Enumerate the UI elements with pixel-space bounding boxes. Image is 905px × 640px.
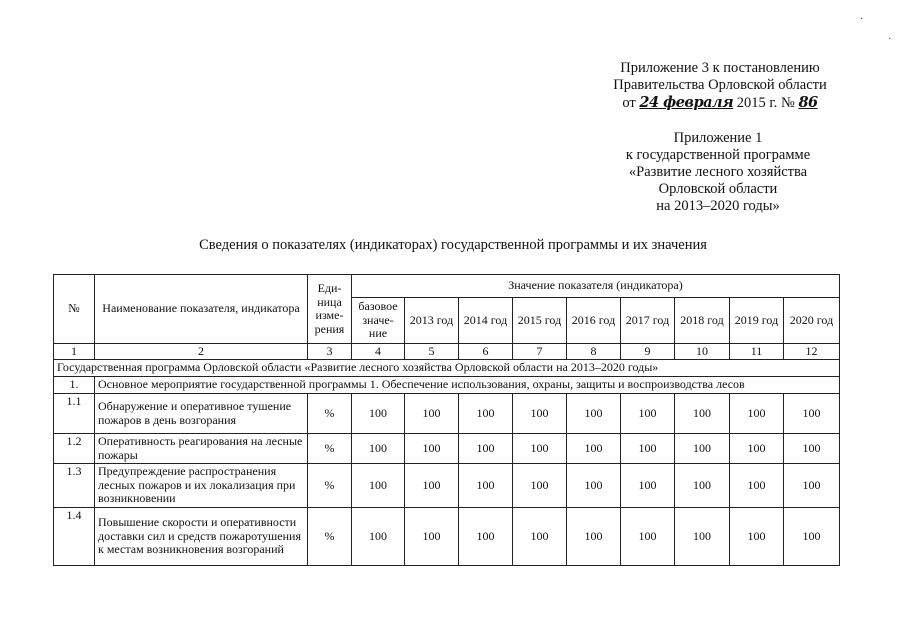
row-indicator-name: Обнаружение и оперативное тушение пожаров в день возгорания [95, 394, 308, 434]
header-year-2019: 2019 год [730, 298, 784, 344]
program-title-cell: Государственная программа Орловской области «Развитие лесного хозяйства Орловской области на 2013–2020 годы» [54, 360, 840, 377]
indicators-table [53, 274, 840, 566]
row-value-2014: 100 [459, 464, 513, 508]
row-value-base: 100 [352, 434, 405, 464]
header-base-value: базовое значе-ние [352, 298, 405, 344]
handwritten-date: 24 февраля [639, 94, 734, 111]
row-value-2019: 100 [730, 434, 784, 464]
row-number: 1.2 [54, 434, 95, 464]
attachment-3-date-line [600, 94, 840, 112]
row-unit: % [308, 464, 352, 508]
row-indicator-name: Оперативность реагирования на лесные пожары [95, 434, 308, 464]
column-number: 9 [621, 344, 675, 360]
attachment-1-line4: Орловской области [658, 181, 778, 197]
table-row [54, 394, 840, 434]
date-prefix: от [622, 95, 636, 111]
header-year-2015: 2015 год [513, 298, 567, 344]
header-year-2013: 2013 год [405, 298, 459, 344]
activity-number: 1. [54, 377, 95, 394]
column-number: 11 [730, 344, 784, 360]
column-number: 1 [54, 344, 95, 360]
column-number: 10 [675, 344, 730, 360]
activity-row [54, 377, 840, 394]
table-row [54, 434, 840, 464]
column-number: 5 [405, 344, 459, 360]
header-year-2014: 2014 год [459, 298, 513, 344]
program-row [54, 360, 840, 377]
row-value-2019: 100 [730, 508, 784, 566]
header-indicator-name: Наименование показателя, индикатора [95, 275, 308, 344]
row-unit: % [308, 508, 352, 566]
row-value-2018: 100 [675, 434, 730, 464]
attachment-3-title: Приложение 3 к постановлению [620, 60, 820, 76]
row-unit: % [308, 394, 352, 434]
row-value-2020: 100 [784, 464, 840, 508]
row-value-2017: 100 [621, 508, 675, 566]
row-number: 1.4 [54, 508, 95, 566]
column-number: 3 [308, 344, 352, 360]
row-indicator-name: Повышение скорости и оперативности доставки сил и средств пожаротушения к местам возникновения возгораний [95, 508, 308, 566]
row-value-2013: 100 [405, 508, 459, 566]
row-value-base: 100 [352, 394, 405, 434]
header-year-2017: 2017 год [621, 298, 675, 344]
row-value-2018: 100 [675, 508, 730, 566]
row-value-2020: 100 [784, 394, 840, 434]
handwritten-number: 86 [798, 94, 818, 111]
header-year-2016: 2016 год [567, 298, 621, 344]
column-number: 7 [513, 344, 567, 360]
column-number: 2 [95, 344, 308, 360]
attachment-1-line5: на 2013–2020 годы» [656, 198, 780, 214]
attachment-3-block [600, 60, 840, 112]
row-value-2017: 100 [621, 464, 675, 508]
scan-speck: · [888, 34, 892, 45]
row-value-2014: 100 [459, 508, 513, 566]
table-row [54, 508, 840, 566]
attachment-3-issuer: Правительства Орловской области [613, 77, 827, 93]
row-value-2014: 100 [459, 394, 513, 434]
row-indicator-name: Предупреждение распространения лесных пожаров и их локализация при возникновении [95, 464, 308, 508]
number-prefix: № [780, 95, 795, 111]
date-year: 2015 г. [736, 95, 778, 111]
row-value-2018: 100 [675, 394, 730, 434]
header-unit: Еди-ница изме-рения [308, 275, 352, 344]
header-number: № [54, 275, 95, 344]
column-number: 12 [784, 344, 840, 360]
header-row-1 [54, 275, 840, 298]
activity-title-cell: Основное мероприятие государственной программы 1. Обеспечение использования, охраны, защиты и воспроизводства лесов [95, 377, 840, 394]
column-number: 8 [567, 344, 621, 360]
row-number: 1.1 [54, 394, 95, 434]
document-title: Сведения о показателях (индикаторах) государственной программы и их значения [199, 237, 707, 253]
column-number: 6 [459, 344, 513, 360]
row-value-2013: 100 [405, 394, 459, 434]
scan-speck: · [860, 14, 864, 25]
header-values-group: Значение показателя (индикатора) [352, 275, 840, 298]
row-value-2016: 100 [567, 434, 621, 464]
row-value-2015: 100 [513, 508, 567, 566]
row-value-2019: 100 [730, 464, 784, 508]
column-numbers-row [54, 344, 840, 360]
row-value-2017: 100 [621, 394, 675, 434]
row-value-base: 100 [352, 464, 405, 508]
row-unit: % [308, 434, 352, 464]
table-row [54, 464, 840, 508]
row-value-2019: 100 [730, 394, 784, 434]
column-number: 4 [352, 344, 405, 360]
row-value-2020: 100 [784, 508, 840, 566]
row-value-2015: 100 [513, 434, 567, 464]
header-year-2020: 2020 год [784, 298, 840, 344]
header-year-2018: 2018 год [675, 298, 730, 344]
row-value-2016: 100 [567, 464, 621, 508]
attachment-1-line3: «Развитие лесного хозяйства [628, 164, 808, 180]
row-value-2014: 100 [459, 434, 513, 464]
row-value-2015: 100 [513, 394, 567, 434]
row-value-2017: 100 [621, 434, 675, 464]
row-value-2015: 100 [513, 464, 567, 508]
row-value-2016: 100 [567, 394, 621, 434]
attachment-1-line2: к государственной программе [625, 147, 811, 163]
attachment-1-title: Приложение 1 [673, 130, 763, 146]
row-value-2013: 100 [405, 434, 459, 464]
row-value-2016: 100 [567, 508, 621, 566]
row-value-2020: 100 [784, 434, 840, 464]
row-number: 1.3 [54, 464, 95, 508]
row-value-2013: 100 [405, 464, 459, 508]
row-value-2018: 100 [675, 464, 730, 508]
row-value-base: 100 [352, 508, 405, 566]
attachment-1-block [598, 130, 838, 215]
